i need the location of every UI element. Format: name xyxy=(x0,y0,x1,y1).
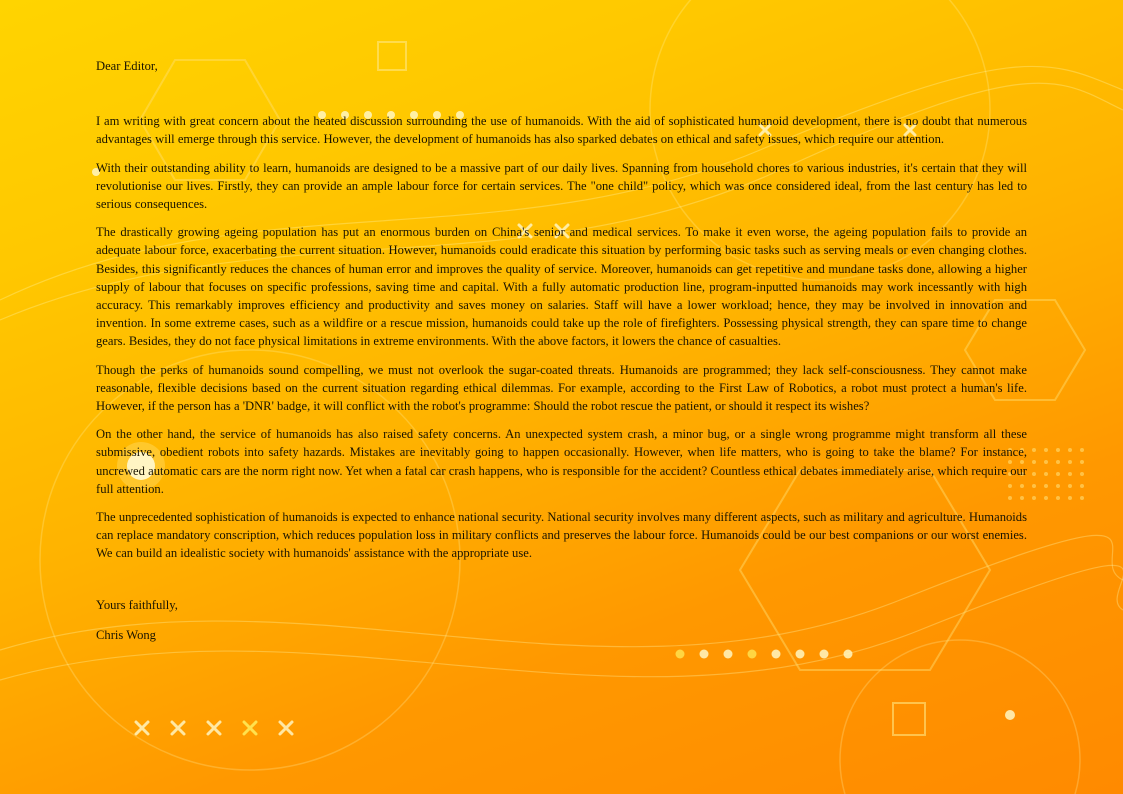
letter-body xyxy=(96,57,1027,644)
letter-paragraph-2: With their outstanding ability to learn, humanoids are designed to be a massive part of our daily lives. Spanning from household chores to various industries, it's certain that they will revolutionise our lives. Firstly, they can provide an ample labour force for certain services. The "one child" policy, which was once considered ideal, from the last century has led to serious consequences. xyxy=(96,160,1027,212)
letter-paragraph-3: The drastically growing ageing population has put an enormous burden on China's senior and medical services. To make it even worse, the ageing population fails to provide an adequate labour force, exacerbating the current situation. However, humanoids could eradicate this situation by performing basic tasks such as serving meals or even changing clothes. Besides, this significantly reduces the chances of human error and improves the quality of service. Moreover, humanoids can get repetitive and mundane tasks done, allowing a higher supply of labour that focuses on specific professions, saving time and capital. With a fully automatic production line, program-inputted humanoids may work incessantly with high accuracy. This remarkably improves efficiency and productivity and saves money on salaries. Staff will have a lower workload; hence, they may be involved in innovation and invention. In some extreme cases, such as a wildfire or a rescue mission, humanoids could take up the role of firefighters. Possessing physical strength, they can spare time to change gears. Besides, they do not face physical limitations in extreme environments. With the above factors, it lowers the chance of casualties. xyxy=(96,225,1027,349)
letter-signature: Chris Wong xyxy=(96,627,156,642)
letter-greeting: Dear Editor, xyxy=(96,59,158,73)
letter-paragraph-5: On the other hand, the service of humanoids has also raised safety concerns. An unexpected system crash, a minor bug, or a single wrong programme might transform all these submissive, obedient robots into safety hazards. Mistakes are inevitably going to happen occasionally. However, when life matters, who is going to take the blame? For instance, uncrewed automatic cars are the norm right now. Yet when a fatal car crash happens, who is responsible for the accident? Countless ethical debates immediately arise, which require our full attention. xyxy=(96,427,1027,496)
letter-paragraph-4: Though the perks of humanoids sound compelling, we must not overlook the sugar-coated threats. Humanoids are programmed; they lack self-consciousness. They cannot make reasonable, flexible decisions based on the current situation regarding ethical dilemmas. For example, according to the First Law of Robotics, a robot must protect a human's life. However, if the person has a 'DNR' badge, it will conflict with the robot's programme: Should the robot rescue the patient, or should it respect its wishes? xyxy=(96,362,1027,414)
letter-paragraph-6: The unprecedented sophistication of humanoids is expected to enhance national security. National security involves many different aspects, such as military and agriculture. Humanoids can replace mandatory conscription, which reduces population loss in military conflicts and preserves the labour force. Humanoids could be our best companions or our worst enemies. We can build an idealistic society with humanoids' assistance with the appropriate use. xyxy=(96,510,1027,561)
letter-paragraph-1: I am writing with great concern about the heated discussion surrounding the use of humanoids. With the aid of sophisticated humanoid development, there is no doubt that numerous advantages will emerge through this service. However, the development of humanoids has also sparked debates on ethical and safety issues, which require our attention. xyxy=(96,114,1027,147)
letter-closing: Yours faithfully, xyxy=(96,597,178,612)
